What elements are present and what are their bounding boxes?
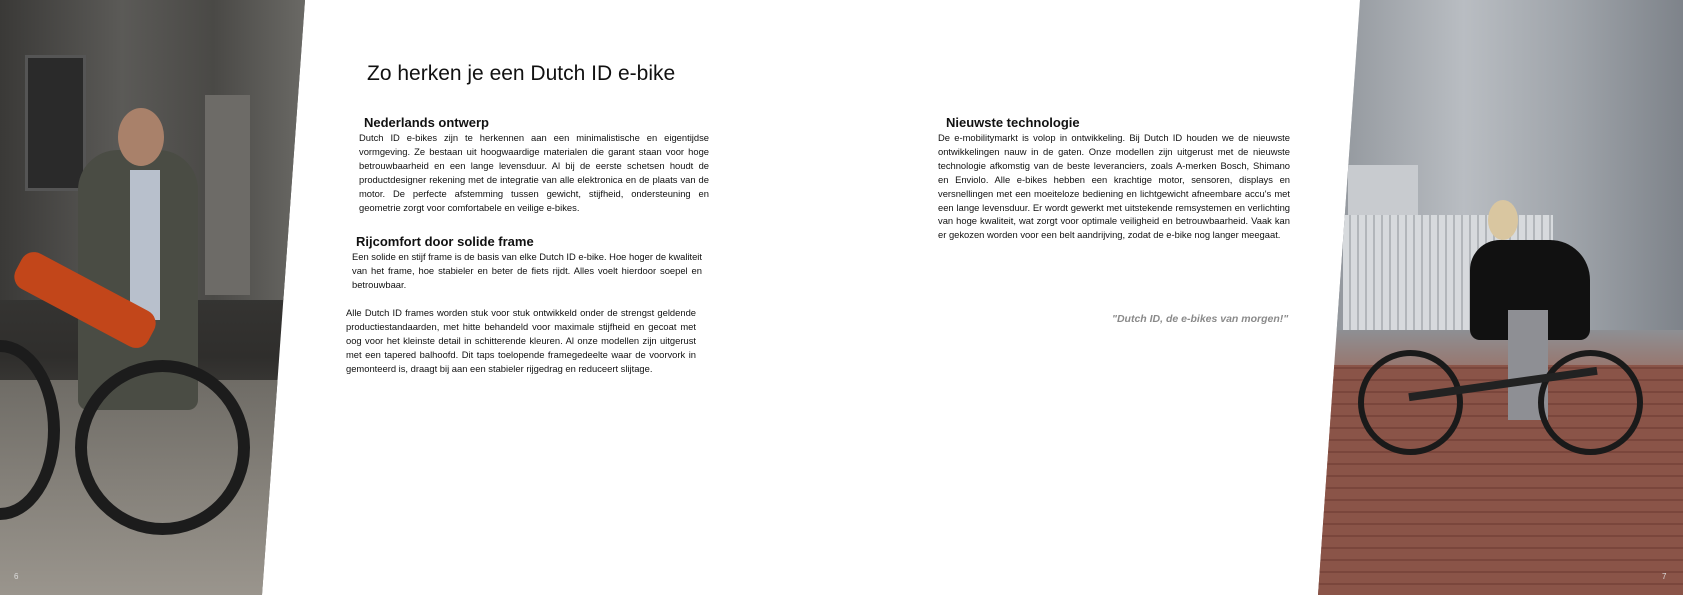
page-title: Zo herken je een Dutch ID e-bike (367, 62, 676, 85)
window (25, 55, 86, 191)
woman-head (1488, 200, 1518, 240)
page-number-right: 7 (1662, 572, 1667, 581)
section-text-frame: Een solide en stijf frame is de basis van elke Dutch ID e-bike. Hoe hoger de kwaliteit van het frame, hoe stabieler en beter de fiets rijdt. Alles voelt hierdoor soepel en betrouwbaar. (352, 251, 702, 290)
man-head (118, 108, 164, 166)
section-title-frame: Rijcomfort door solide frame (356, 234, 534, 249)
quote: "Dutch ID, de e-bikes van morgen!" (1112, 313, 1289, 325)
left-photo (0, 0, 305, 595)
section-text-design: Dutch ID e-bikes zijn te herkennen aan een minimalistische en eigentijdse vormgeving. Ze bestaan uit hoogwaardige materialen die garant staan voor hoge betrouwbaarheid en een lange levensduur. Al bij de eerste schetsen houdt de productdesigner rekening met de integratie van alle elektronica en de plaats van de motor. De perfecte afstemming tussen gewicht, stijfheid, ondersteuning en geometrie zorgt voor comfortabele en veilige e-bikes. (359, 132, 709, 213)
page-number-left: 6 (14, 572, 19, 581)
window (205, 95, 250, 295)
bike-wheel-front (1358, 350, 1463, 455)
section-text-frame-2: Alle Dutch ID frames worden stuk voor stuk ontwikkeld onder de strengst geldende productiestandaarden, met hitte behandeld voor maximale stijfheid en gecoat met oog voor het kleinste detail in schitterende kleuren. Al onze modellen zijn uitgerust met een tapered balhoofd. Dit taps toelopende framegedeelte waar de voorvork in gemonteerd is, draagt bij aan een stabieler rijgedrag en reduceert slijtage. (346, 307, 696, 374)
right-photo (1318, 0, 1683, 595)
sign-board (1348, 165, 1418, 215)
section-title-design: Nederlands ontwerp (364, 115, 489, 130)
section-text-tech: De e-mobilitymarkt is volop in ontwikkeling. Bij Dutch ID houden we de nieuwste ontwikkelingen nauw in de gaten. Onze modellen zijn uitgerust met de nieuwste technologie afkomstig van de beste leveranciers, zoals A-merken Bosch, Shimano en Enviolo. Alle e-bikes hebben een krachtige motor, sensoren, displays en versnellingen met een moeiteloze bediening en lichtgewicht afneembare accu's met een lange levensduur. Er wordt gewerkt met uitstekende remsystemen en verlichting van hoge kwaliteit, wat zorgt voor optimale veiligheid en betrouwbaarheid. Vaak kan er gekozen worden voor een belt aandrijving, zodat de e-bike nog langer meegaat. (938, 132, 1290, 241)
man-shirt (130, 170, 160, 320)
section-title-tech: Nieuwste technologie (946, 115, 1080, 130)
bike-wheel-rear (1538, 350, 1643, 455)
bike-wheel (75, 360, 250, 535)
